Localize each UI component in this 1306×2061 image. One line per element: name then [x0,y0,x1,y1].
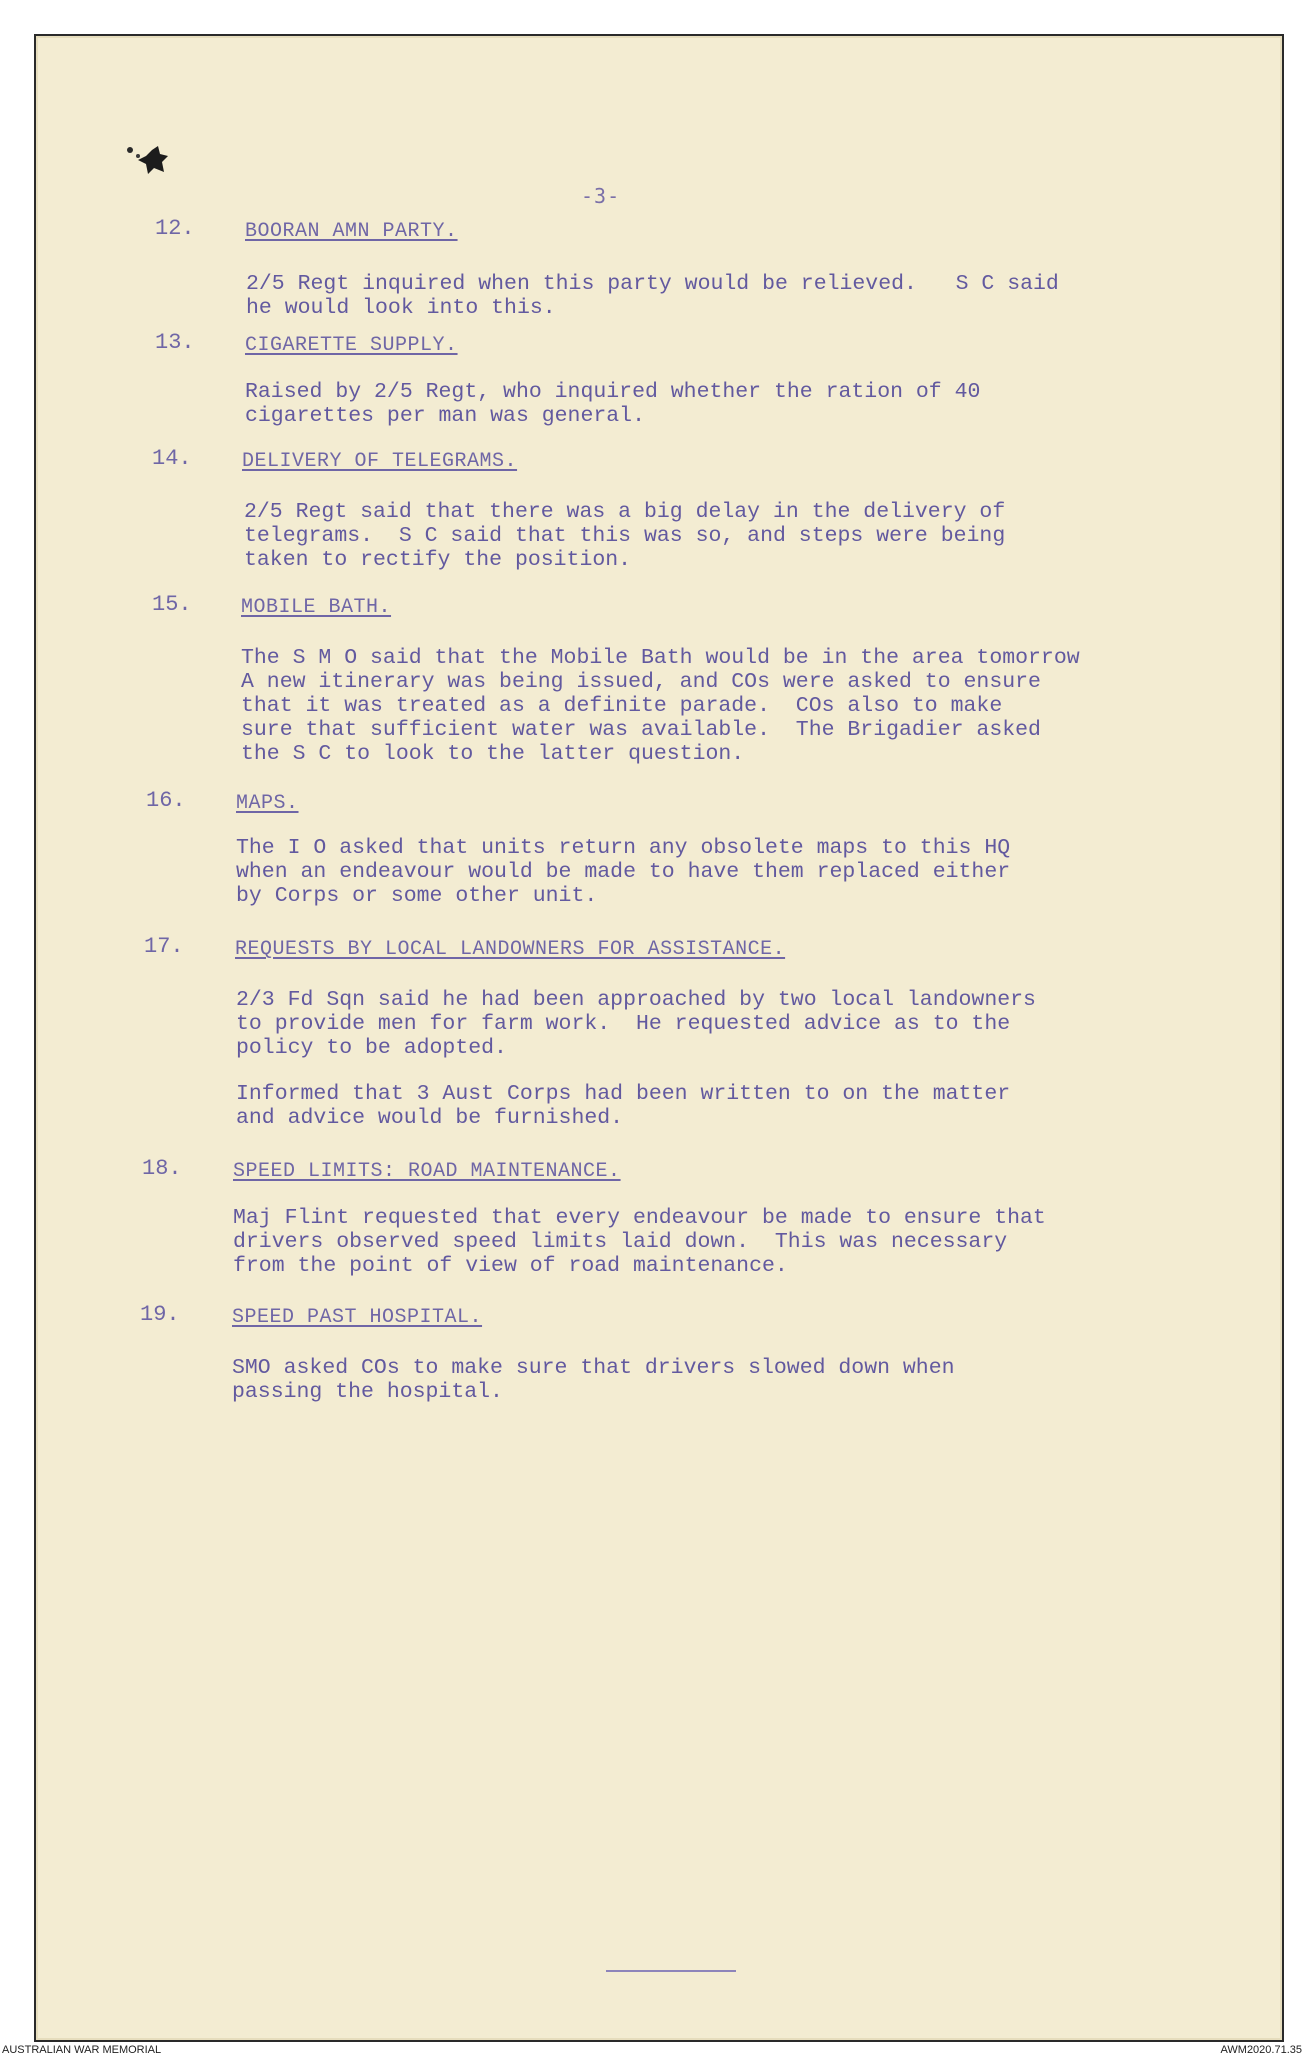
item-heading: CIGARETTE SUPPLY. [245,334,458,357]
closing-rule [606,1970,736,1972]
item-paragraph: Maj Flint requested that every endeavour be made to ensure that drivers observed speed limits laid down. This was necessary from the point of view of road maintenance. [233,1206,1046,1278]
item-heading: REQUESTS BY LOCAL LANDOWNERS FOR ASSISTANCE. [235,938,786,961]
item-heading: MAPS. [236,792,299,815]
item-number: 12. [155,216,195,241]
item-heading: SPEED LIMITS: ROAD MAINTENANCE. [233,1160,621,1183]
page-number: -3- [581,184,621,208]
item-heading: BOORAN AMN PARTY. [245,220,458,243]
item-number: 18. [142,1156,182,1181]
item-heading: DELIVERY OF TELEGRAMS. [242,450,518,473]
footer-institution: AUSTRALIAN WAR MEMORIAL [2,2044,162,2056]
item-paragraph: The I O asked that units return any obsolete maps to this HQ when an endeavour would be made to have them replaced either by Corps or some other unit. [236,836,1011,908]
item-number: 14. [152,446,192,471]
item-number: 13. [155,330,195,355]
item-number: 15. [152,592,192,617]
item-heading: SPEED PAST HOSPITAL. [232,1306,483,1329]
item-heading: MOBILE BATH. [241,596,392,619]
item-paragraph: 2/3 Fd Sqn said he had been approached by two local landowners to provide men for farm work. He requested advice as to the policy to be adopted. [236,988,1036,1060]
item-paragraph: Informed that 3 Aust Corps had been written to on the matter and advice would be furnished. [236,1082,1011,1130]
item-paragraph: SMO asked COs to make sure that drivers slowed down when passing the hospital. [232,1356,955,1404]
item-paragraph: 2/5 Regt inquired when this party would be relieved. S C said he would look into this. [246,272,1059,320]
punch-hole-damage [118,128,178,188]
item-number: 17. [144,934,184,959]
item-paragraph: The S M O said that the Mobile Bath would be in the area tomorrow A new itinerary was being issued, and COs were asked to ensure that it was treated as a definite parade. COs also to make sure that sufficient water was available. The Brigadier asked the S C to look to the latter question. [241,646,1080,766]
footer-reference: AWM2020.71.35 [1220,2044,1302,2056]
document-page [36,36,1282,2040]
item-number: 19. [140,1302,180,1327]
item-paragraph: 2/5 Regt said that there was a big delay in the delivery of telegrams. S C said that this was so, and steps were being taken to rectify the position. [244,500,1006,572]
item-paragraph: Raised by 2/5 Regt, who inquired whether the ration of 40 cigarettes per man was general. [245,380,981,428]
item-number: 16. [146,788,186,813]
